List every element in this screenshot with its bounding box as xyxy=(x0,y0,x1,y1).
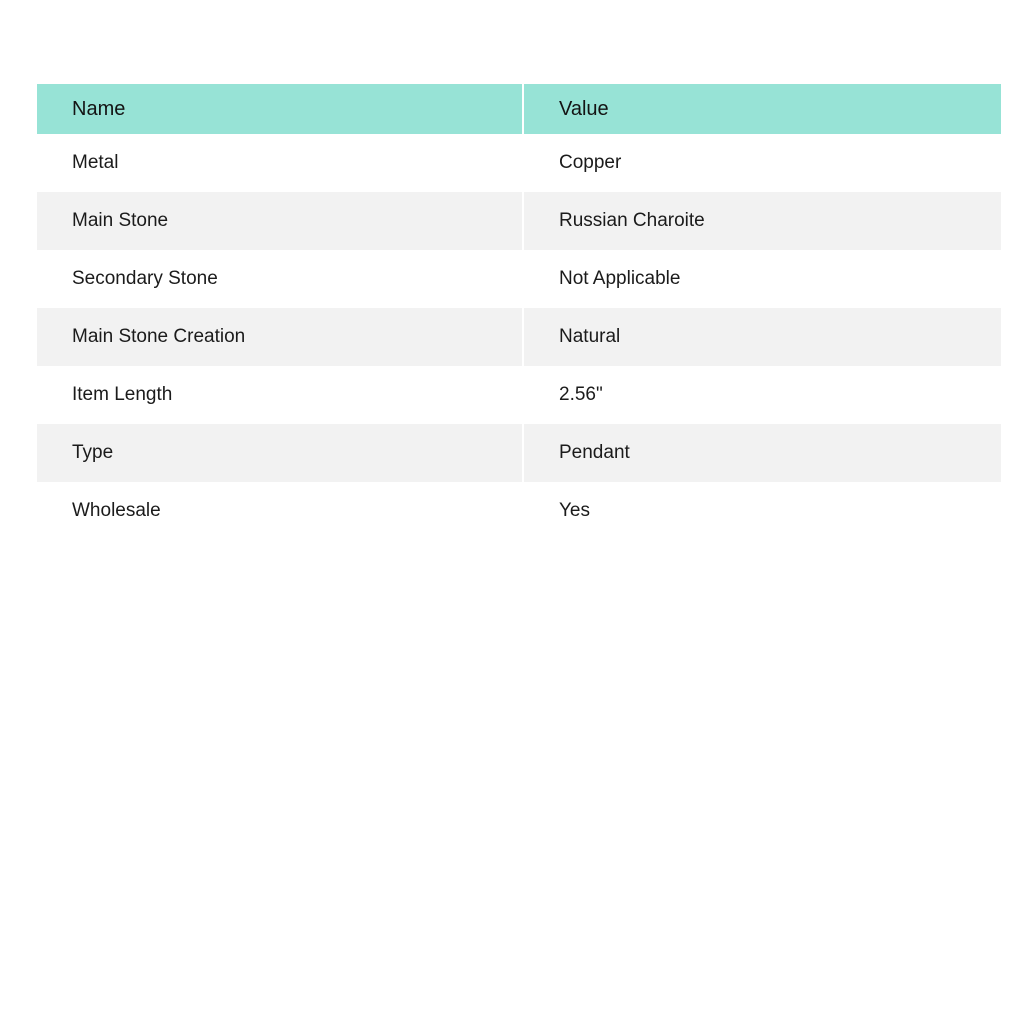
row-value-cell: Yes xyxy=(523,482,1001,540)
row-value-cell: 2.56" xyxy=(523,366,1001,424)
row-name-cell: Main Stone Creation xyxy=(37,308,523,366)
row-value-cell: Natural xyxy=(523,308,1001,366)
table-row xyxy=(37,308,1001,366)
row-value-cell: Russian Charoite xyxy=(523,192,1001,250)
table-row xyxy=(37,482,1001,540)
header-value: Value xyxy=(523,84,1001,134)
row-name-cell: Type xyxy=(37,424,523,482)
table-row xyxy=(37,250,1001,308)
table-header-row xyxy=(37,84,1001,134)
row-value-cell: Pendant xyxy=(523,424,1001,482)
row-name-cell: Item Length xyxy=(37,366,523,424)
row-name-cell: Secondary Stone xyxy=(37,250,523,308)
row-value-cell: Not Applicable xyxy=(523,250,1001,308)
spec-table xyxy=(37,84,1001,540)
row-value-cell: Copper xyxy=(523,134,1001,192)
row-name-cell: Metal xyxy=(37,134,523,192)
row-name-cell: Wholesale xyxy=(37,482,523,540)
table-row xyxy=(37,424,1001,482)
table-row xyxy=(37,192,1001,250)
row-name-cell: Main Stone xyxy=(37,192,523,250)
header-name: Name xyxy=(37,84,523,134)
table-row xyxy=(37,134,1001,192)
table-row xyxy=(37,366,1001,424)
